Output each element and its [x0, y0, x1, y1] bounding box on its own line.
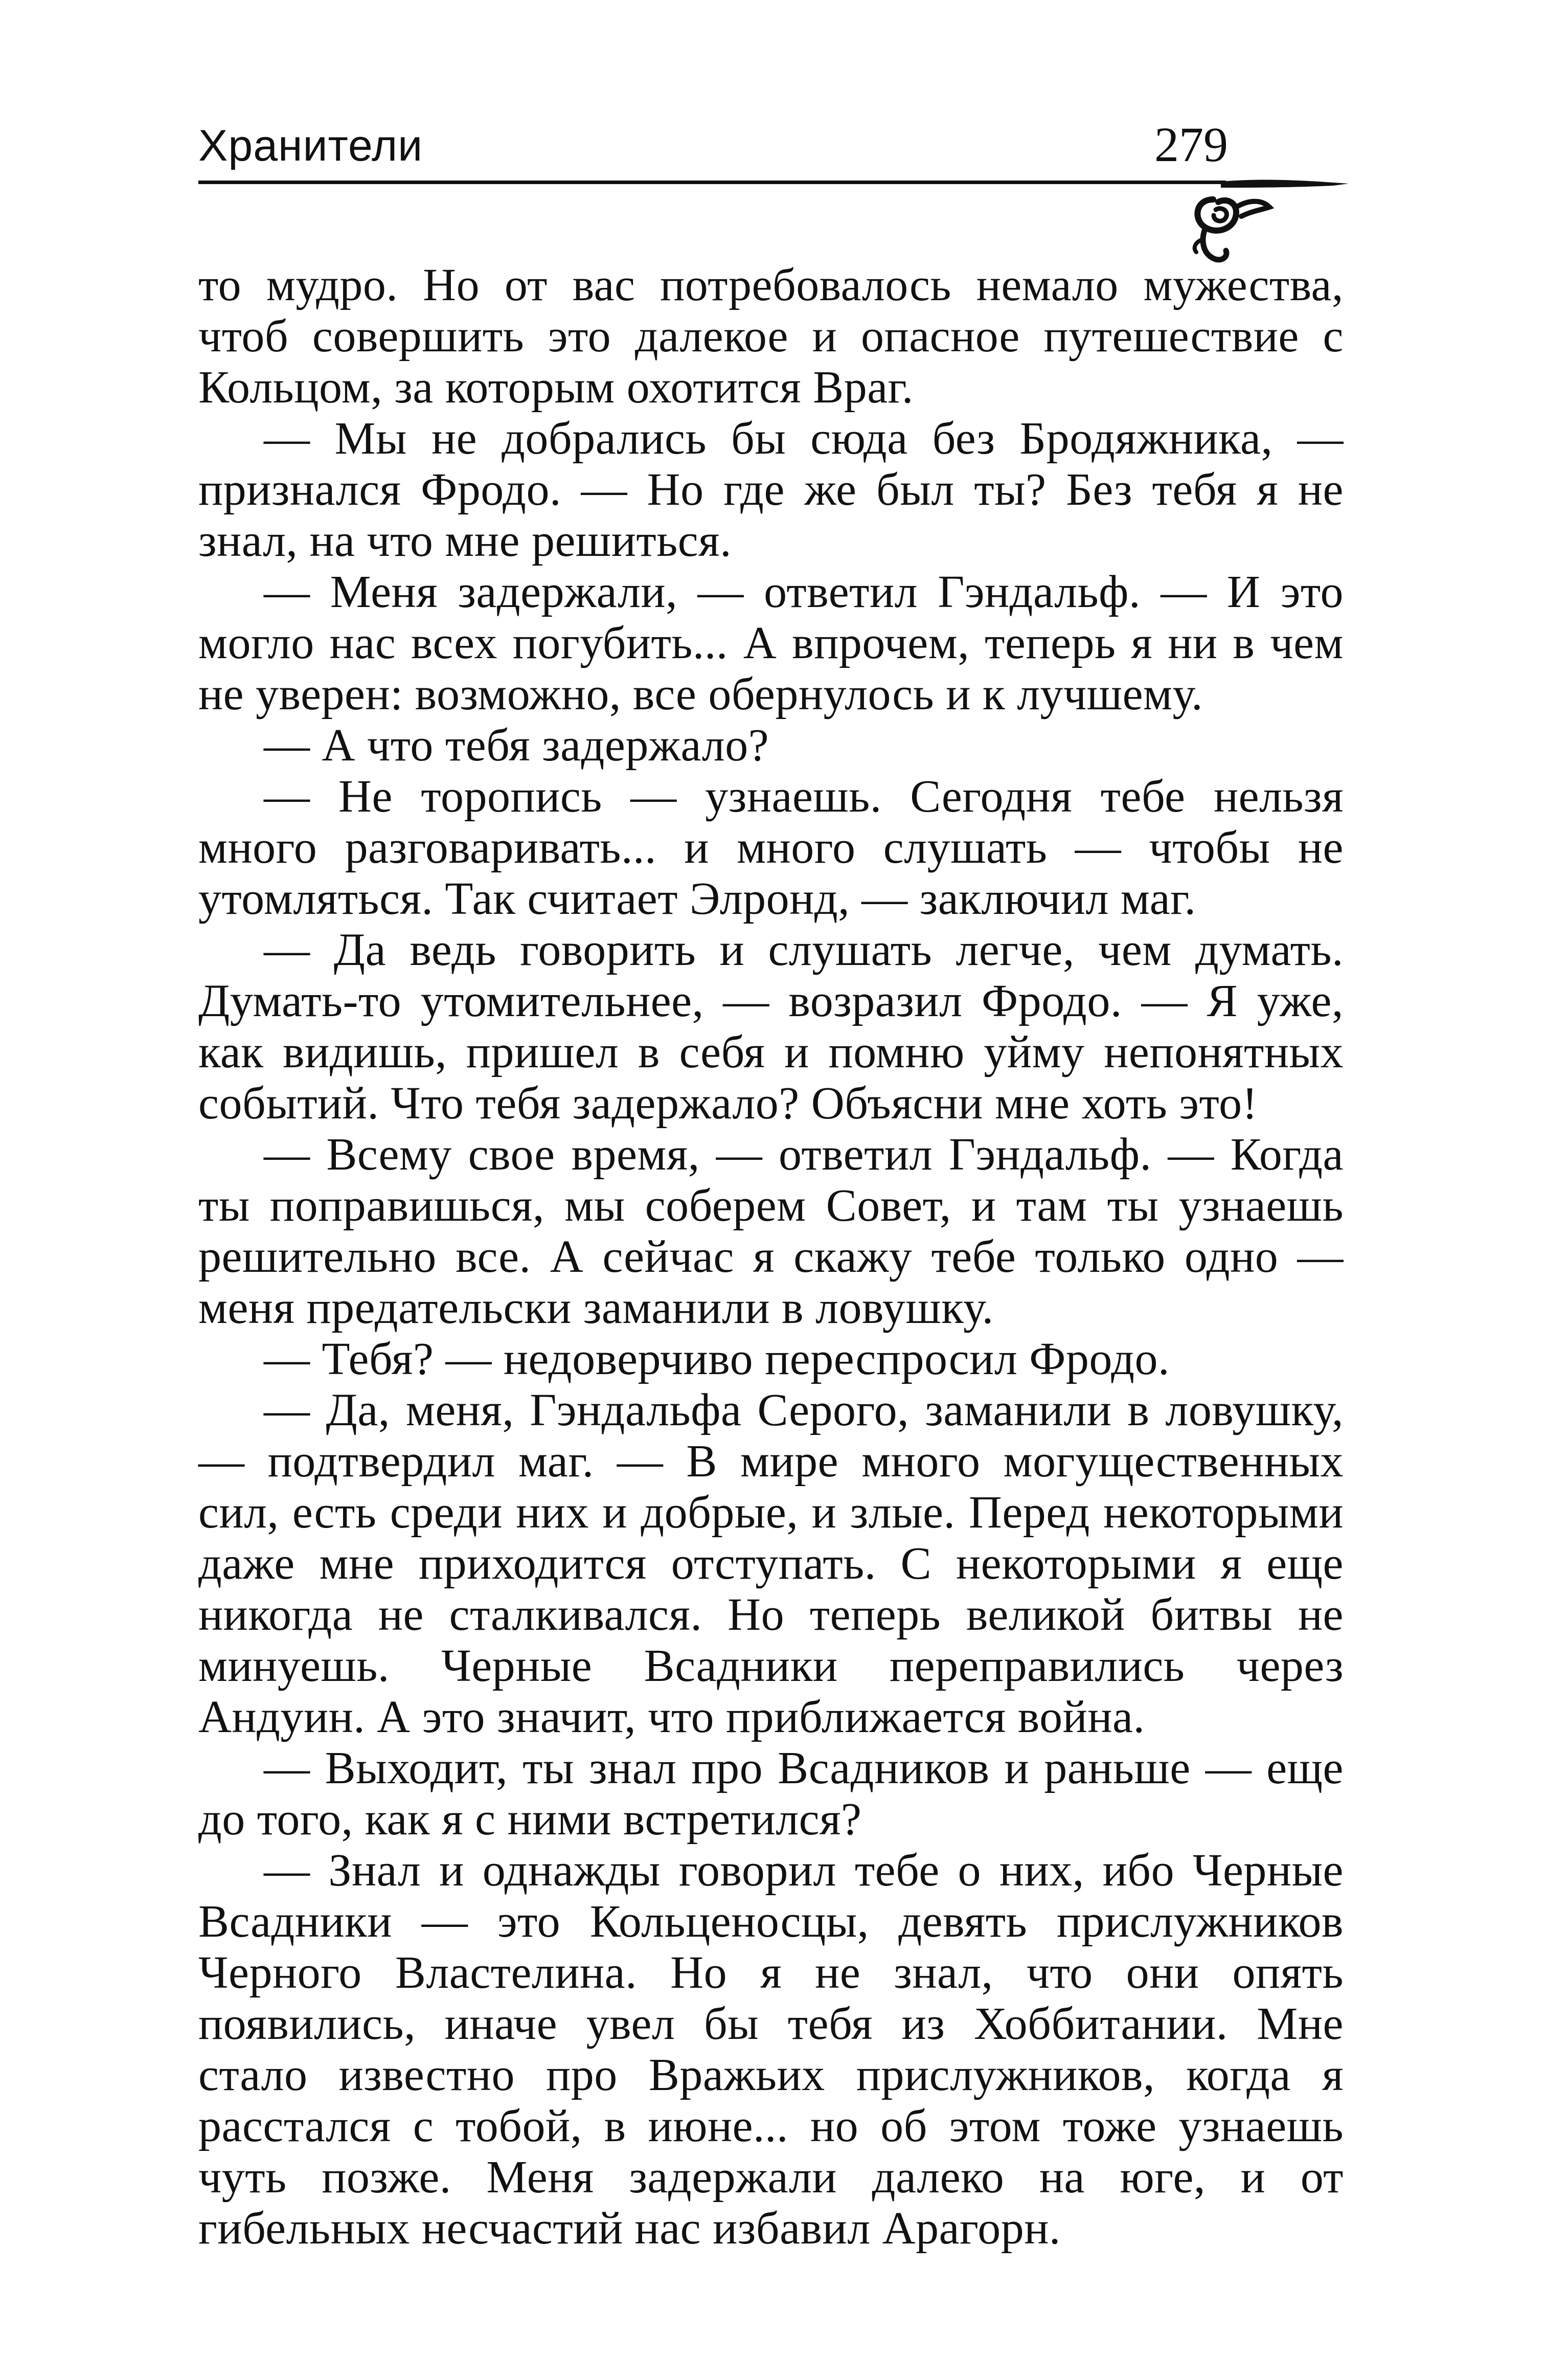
page-header — [198, 115, 1344, 192]
paragraph: — Мы не добрались бы сюда без Бродяжника, — признался Фродо. — Но где же был ты? Без тебя я не знал, на что мне решиться. — [198, 413, 1344, 566]
paragraph: — Меня задержали, — ответил Гэндальф. — И это могло нас всех погубить... А впрочем, теперь я ни в чем не уверен: возможно, все обернулось и к лучшему. — [198, 567, 1344, 720]
paragraph: — Выходит, ты знал про Всадников и раньше — еще до того, как я с ними встретился? — [198, 1743, 1344, 1845]
header-rule — [198, 181, 1226, 184]
running-title: Хранители — [198, 121, 423, 170]
paragraph: — Всему свое время, — ответил Гэндальф. — Когда ты поправишься, мы соберем Совет, и там ты узнаешь решительно все. А сейчас я скажу тебе только одно — меня предательски заманили в ловушку. — [198, 1129, 1344, 1333]
paragraph: то мудро. Но от вас потребовалось немало мужества, чтоб совершить это далекое и опасное путешествие с Кольцом, за которым охотится Враг. — [198, 260, 1344, 413]
body-text — [198, 260, 1344, 2254]
paragraph: — А что тебя задержало? — [264, 720, 769, 771]
page-number: 279 — [1154, 117, 1228, 172]
paragraph: — Да ведь говорить и слушать легче, чем думать. Думать-то утомительнее, — возразил Фродо. — Я уже, как видишь, пришел в себя и помню уйму непонятных событий. Что тебя задержало? Объясни мне хоть это! — [198, 925, 1344, 1129]
paragraph: — Знал и однажды говорил тебе о них, ибо Черные Всадники — это Кольценосцы, девять прислужников Черного Властелина. Но я не знал, что они опять появились, иначе увел бы тебя из Хоббитании. Мне стало известно про Вражьих прислужников, когда я расстался с тобой, в июне... но об этом тоже узнаешь чуть позже. Меня задержали далеко на юге, и от гибельных несчастий нас избавил Арагорн. — [198, 1845, 1344, 2254]
paragraph: — Да, меня, Гэндальфа Серого, заманили в ловушку, — подтвердил маг. — В мире много могущественных сил, есть среди них и добрые, и злые. Перед некоторыми даже мне приходится отступать. С некоторыми я еще никогда не сталкивался. Но теперь великой битвы не минуешь. Черные Всадники переправились через Андуин. А это значит, что приближается война. — [198, 1385, 1344, 1742]
paragraph: — Не торопись — узнаешь. Сегодня тебе нельзя много разговаривать... и много слушать — чтобы не утомляться. Так считает Элронд, — заключил маг. — [198, 771, 1344, 924]
paragraph: — Тебя? — недоверчиво переспросил Фродо. — [264, 1334, 1170, 1384]
